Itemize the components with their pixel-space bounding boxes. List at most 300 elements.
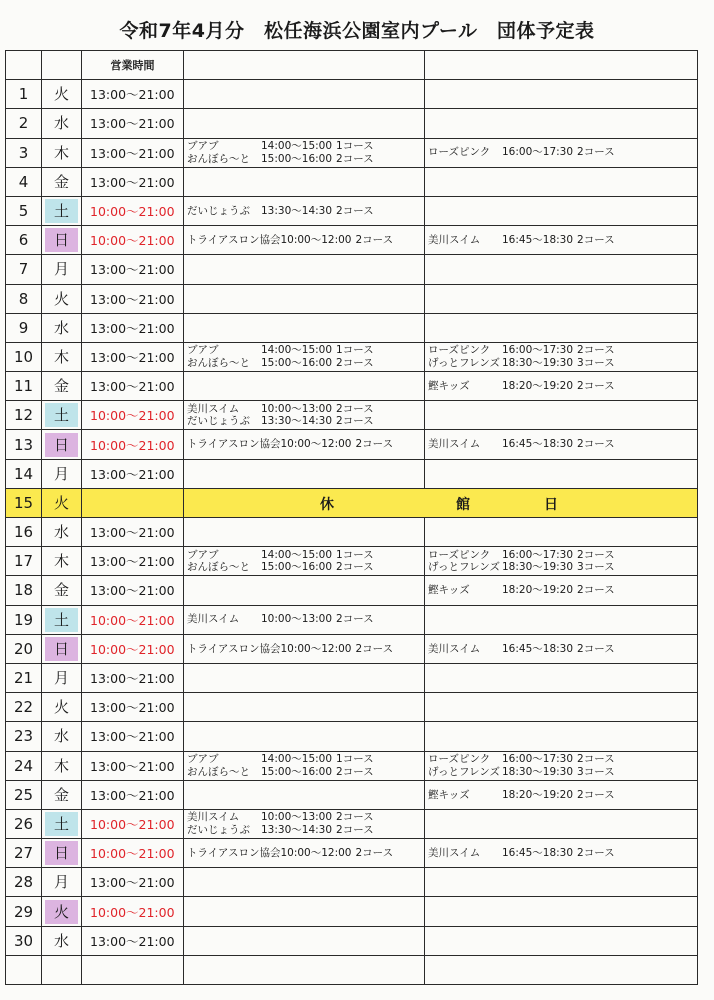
closed-char: 館 [456,496,470,513]
group-course: 1コース [336,548,374,561]
group-name: ブアブ [187,344,219,357]
hours-cell: 13:00～21:00 [82,751,184,780]
day-number: 19 [6,605,42,634]
empty-row [6,955,698,984]
group-entry [187,811,424,824]
day-number: 24 [6,751,42,780]
weekday-cell [42,313,82,342]
hours-cell: 13:00～21:00 [82,576,184,605]
group1-cell [184,342,425,371]
group-name: ブアブ [187,753,219,766]
hours-cell: 13:00～21:00 [82,518,184,547]
group-name: だいじょうぶ [187,204,250,217]
weekday-label: 火 [45,900,78,924]
group1-cell [184,430,425,459]
group-time: 15:00～16:00 [261,152,333,165]
weekday-label: 木 [53,552,69,571]
weekday-cell [42,488,82,517]
group2-cell [425,459,698,488]
group-time: 16:45～18:30 [502,642,574,655]
weekday-cell [42,663,82,692]
day-number: 28 [6,868,42,897]
weekday-label: 月 [53,873,69,892]
group-time: 16:00～17:30 [502,344,574,357]
group-name: おんぼら～と [187,765,250,778]
group2-cell [425,196,698,225]
group-course: 2コース [355,438,394,451]
day-row [6,780,698,809]
group1-cell [184,109,425,138]
hours-cell: 13:00～21:00 [82,167,184,196]
hours-cell: 13:00～21:00 [82,868,184,897]
day-number: 14 [6,459,42,488]
group-name: トライアスロン協会 [187,438,281,451]
weekday-cell [42,868,82,897]
day-row [6,751,698,780]
weekday-label: 水 [53,114,69,133]
weekday-label: 水 [53,931,69,950]
weekday-cell [42,809,82,838]
hours-cell: 13:00～21:00 [82,80,184,109]
day-number: 23 [6,722,42,751]
group2-cell [425,518,698,547]
group-course: 2コース [336,415,374,428]
day-row [6,226,698,255]
group-course: 2コース [336,356,374,369]
weekday-cell [42,342,82,371]
group-entry [428,344,697,357]
group-course: 2コース [355,846,394,859]
weekday-cell [42,751,82,780]
day-number: 29 [6,897,42,926]
day-row [6,255,698,284]
group-name: ブアブ [187,140,219,153]
weekday-label: 金 [53,377,69,396]
group1-cell [184,926,425,955]
group1-cell [184,284,425,313]
day-row [6,839,698,868]
group2-cell [425,109,698,138]
group2-cell [425,926,698,955]
group-course: 2コース [577,438,615,451]
group-time: 18:30～19:30 [502,356,574,369]
group-course: 2コース [577,584,615,597]
group-course: 2コース [336,402,374,415]
group-entry [187,847,424,860]
group-entry [428,561,697,574]
group-time: 16:45～18:30 [502,233,574,246]
group-course: 3コース [577,561,615,574]
day-row [6,196,698,225]
group1-cell [184,313,425,342]
day-row [6,459,698,488]
day-row [6,722,698,751]
group-course: 2コース [577,788,615,801]
group-entry [428,753,697,766]
header-row [6,51,698,80]
hours-cell: 13:00～21:00 [82,547,184,576]
group1-cell [184,897,425,926]
group-entry [187,205,424,218]
day-row [6,313,698,342]
group-course: 2コース [336,823,374,836]
weekday-label: 火 [53,698,69,717]
group-course: 1コース [336,753,374,766]
group2-cell [425,663,698,692]
day-row [6,868,698,897]
weekday-cell [42,926,82,955]
header-hours-label: 営業時間 [82,51,184,80]
weekday-cell [42,634,82,663]
page-title: 令和7年4月分 松任海浜公園室内プール 団体予定表 [119,20,595,42]
weekday-cell [42,167,82,196]
group-name: 美川スイム [428,642,481,655]
group1-cell [184,868,425,897]
day-row [6,605,698,634]
weekday-cell [42,576,82,605]
group-name: ローズピンク [428,753,491,766]
closed-text [184,489,697,517]
group-name: げっとフレンズ [428,561,500,574]
weekday-cell [42,226,82,255]
group-course: 2コース [577,642,615,655]
hours-cell: 13:00～21:00 [82,693,184,722]
hours-cell: 13:00～21:00 [82,342,184,371]
group1-cell [184,372,425,401]
group-time: 13:30～14:30 [261,204,333,217]
group-course: 2コース [336,811,374,824]
weekday-label: 日 [45,637,78,661]
group2-cell [425,167,698,196]
group-course: 2コース [577,146,615,159]
group-time: 10:00～12:00 [280,642,352,655]
group-entry [428,847,697,860]
day-number: 11 [6,372,42,401]
day-row [6,372,698,401]
closed-char: 日 [544,496,558,513]
group-time: 15:00～16:00 [261,561,333,574]
group-course: 2コース [577,753,615,766]
day-number: 3 [6,138,42,167]
header-group1-cell [184,51,425,80]
day-row [6,138,698,167]
group-time: 15:00～16:00 [261,356,333,369]
group-time: 13:30～14:30 [261,415,333,428]
group2-cell [425,809,698,838]
day-number: 17 [6,547,42,576]
hours-cell: 13:00～21:00 [82,255,184,284]
weekday-label: 水 [53,727,69,746]
day-number: 18 [6,576,42,605]
group-entry [187,344,424,357]
group-entry [428,234,697,247]
weekday-cell [42,693,82,722]
hours-cell: 10:00～21:00 [82,401,184,430]
closed-char: 休 [320,496,334,513]
weekday-label: 日 [45,228,78,252]
weekday-cell [42,80,82,109]
group1-cell [184,839,425,868]
day-row [6,897,698,926]
day-number: 9 [6,313,42,342]
weekday-label: 火 [53,493,69,512]
hours-cell: 13:00～21:00 [82,780,184,809]
group2-cell [425,430,698,459]
group-entry [428,438,697,451]
group2-cell [425,547,698,576]
group-entry [187,140,424,153]
day-number: 16 [6,518,42,547]
group-entry [428,766,697,779]
group-name: おんぼら～と [187,356,250,369]
group-name: トライアスロン協会 [187,642,281,655]
group-name: ブアブ [187,548,219,561]
day-row [6,80,698,109]
weekday-cell [42,138,82,167]
group2-cell [425,751,698,780]
group-name: ローズピンク [428,344,491,357]
group-time: 16:00～17:30 [502,753,574,766]
group1-cell [184,722,425,751]
group-name: 美川スイム [428,438,481,451]
hours-cell: 13:00～21:00 [82,138,184,167]
group-course: 2コース [577,379,615,392]
group2-cell [425,693,698,722]
group-entry [187,357,424,370]
group-entry [187,438,424,451]
group2-cell [425,780,698,809]
day-row [6,109,698,138]
group-entry [428,357,697,370]
group-course: 2コース [577,846,615,859]
day-number: 4 [6,167,42,196]
group-name: 美川スイム [428,846,481,859]
weekday-label: 土 [45,403,78,427]
group-time: 16:45～18:30 [502,846,574,859]
day-number: 10 [6,342,42,371]
group1-cell [184,401,425,430]
weekday-cell [42,109,82,138]
weekday-label: 木 [53,347,69,366]
group1-cell [184,167,425,196]
weekday-label: 月 [53,669,69,688]
group1-cell [184,196,425,225]
day-number: 22 [6,693,42,722]
weekday-label: 土 [45,199,78,223]
group-time: 18:20～19:20 [502,584,574,597]
weekday-label: 土 [45,812,78,836]
day-row [6,809,698,838]
group-time: 18:30～19:30 [502,561,574,574]
group2-cell [425,342,698,371]
group-entry [428,146,697,159]
group2-cell [425,897,698,926]
weekday-label: 火 [53,85,69,104]
hours-cell: 13:00～21:00 [82,926,184,955]
group-course: 2コース [577,233,615,246]
hours-cell: 10:00～21:00 [82,430,184,459]
group-time: 18:20～19:20 [502,788,574,801]
day-row [6,430,698,459]
group-entry [187,415,424,428]
group-course: 2コース [336,561,374,574]
group-entry [187,549,424,562]
group-time: 14:00～15:00 [261,548,333,561]
weekday-cell [42,196,82,225]
group-entry [187,643,424,656]
hours-cell: 10:00～21:00 [82,605,184,634]
hours-cell: 13:00～21:00 [82,372,184,401]
group-name: だいじょうぶ [187,415,250,428]
schedule-table [5,50,698,985]
group-course: 2コース [577,548,615,561]
group1-cell [184,693,425,722]
group-time: 10:00～13:00 [261,613,333,626]
group-entry [187,234,424,247]
weekday-cell [42,780,82,809]
group-name: 美川スイム [428,233,481,246]
weekday-cell [42,255,82,284]
group-entry [187,824,424,837]
group2-cell [425,138,698,167]
day-row [6,401,698,430]
group-time: 16:45～18:30 [502,438,574,451]
header-day-cell [6,51,42,80]
weekday-cell [42,897,82,926]
day-row [6,663,698,692]
group2-cell [425,226,698,255]
group2-cell [425,313,698,342]
weekday-label: 金 [53,785,69,804]
weekday-label: 金 [53,581,69,600]
day-number: 1 [6,80,42,109]
weekday-label: 金 [53,172,69,191]
group-entry [187,561,424,574]
day-number: 2 [6,109,42,138]
group-course: 2コース [355,233,394,246]
day-number: 13 [6,430,42,459]
group-name: 美川スイム [187,613,240,626]
group2-cell [425,372,698,401]
weekday-label: 日 [45,433,78,457]
day-row [6,167,698,196]
group-time: 15:00～16:00 [261,765,333,778]
group-time: 14:00～15:00 [261,140,333,153]
group-time: 16:00～17:30 [502,146,574,159]
group2-cell [425,605,698,634]
group1-cell [184,605,425,634]
hours-cell: 10:00～21:00 [82,634,184,663]
weekday-cell [42,722,82,751]
group1-cell [184,80,425,109]
weekday-cell [42,372,82,401]
day-row [6,926,698,955]
group2-cell [425,868,698,897]
group-course: 2コース [577,344,615,357]
group2-cell [425,576,698,605]
group1-cell [184,459,425,488]
hours-cell: 13:00～21:00 [82,284,184,313]
group-name: ローズピンク [428,146,491,159]
group-entry [428,380,697,393]
group-course: 1コース [336,140,374,153]
group-name: ローズピンク [428,548,491,561]
weekday-cell [42,401,82,430]
group-time: 13:30～14:30 [261,823,333,836]
group1-cell [184,576,425,605]
weekday-cell [42,605,82,634]
weekday-cell [42,430,82,459]
group1-cell [184,663,425,692]
day-number: 15 [6,488,42,517]
group-name: トライアスロン協会 [187,846,281,859]
group-time: 10:00～13:00 [261,811,333,824]
day-row [6,693,698,722]
weekday-cell [42,518,82,547]
hours-cell: 13:00～21:00 [82,459,184,488]
group-entry [187,153,424,166]
weekday-label: 月 [53,464,69,483]
day-number: 26 [6,809,42,838]
group-name: だいじょうぶ [187,823,250,836]
group-name: げっとフレンズ [428,765,500,778]
group1-cell [184,226,425,255]
group1-cell [184,634,425,663]
group1-cell [184,518,425,547]
group1-cell [184,751,425,780]
day-number: 20 [6,634,42,663]
group-name: おんぼら～と [187,152,250,165]
group-course: 2コース [336,204,374,217]
group2-cell [425,839,698,868]
group-time: 18:20～19:20 [502,379,574,392]
day-number: 27 [6,839,42,868]
group-name: 鰹キッズ [428,788,470,801]
day-row [6,576,698,605]
group-entry [187,613,424,626]
group2-cell [425,634,698,663]
day-row [6,342,698,371]
group-name: げっとフレンズ [428,356,500,369]
hours-cell: 13:00～21:00 [82,722,184,751]
group2-cell [425,80,698,109]
weekday-label: 水 [53,523,69,542]
group2-cell [425,255,698,284]
day-row [6,634,698,663]
weekday-cell [42,459,82,488]
weekday-cell [42,839,82,868]
weekday-label: 木 [53,756,69,775]
group-course: 2コース [336,152,374,165]
weekday-label: 月 [53,260,69,279]
group2-cell [425,722,698,751]
group-time: 10:00～12:00 [280,233,352,246]
closed-notice [184,488,698,517]
weekday-cell [42,284,82,313]
group2-cell [425,284,698,313]
day-number: 6 [6,226,42,255]
hours-cell: 10:00～21:00 [82,809,184,838]
day-row [6,547,698,576]
group-name: 鰹キッズ [428,584,470,597]
group-entry [187,403,424,416]
group-time: 10:00～13:00 [261,402,333,415]
day-row [6,284,698,313]
group-time: 10:00～12:00 [280,846,352,859]
day-row [6,518,698,547]
hours-cell: 10:00～21:00 [82,897,184,926]
group-course: 2コース [355,642,394,655]
